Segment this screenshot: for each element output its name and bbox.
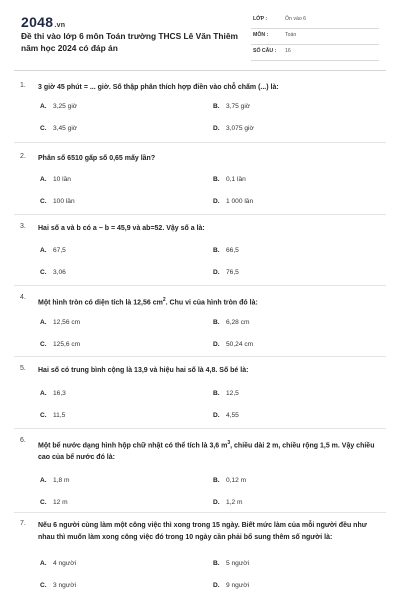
option-text: 5 người <box>226 560 250 567</box>
option-text: 1 000 lần <box>226 198 254 205</box>
question-separator <box>14 214 386 215</box>
question-separator <box>14 356 386 357</box>
option-text: 66,5 <box>226 247 239 254</box>
option-text: 0,1 lần <box>226 176 246 183</box>
option-d[interactable] <box>213 269 239 276</box>
option-a[interactable] <box>40 560 76 567</box>
option-text: 100 lần <box>53 198 75 205</box>
option-text: 50,24 cm <box>226 341 254 348</box>
option-letter: A. <box>40 247 47 254</box>
question-separator <box>14 428 386 429</box>
option-letter: A. <box>40 319 47 326</box>
option-b[interactable] <box>213 319 249 326</box>
site-logo[interactable] <box>21 14 65 30</box>
document-header <box>0 0 400 66</box>
meta-value: Toán <box>285 32 297 38</box>
option-letter: C. <box>40 412 47 419</box>
question-separator <box>14 512 386 513</box>
option-letter: B. <box>213 319 220 326</box>
option-b[interactable] <box>213 390 239 397</box>
option-b[interactable] <box>213 103 250 110</box>
option-text: 1,2 m <box>226 499 243 506</box>
question-number: 7. <box>20 520 26 527</box>
option-text: 3,075 giờ <box>226 125 254 132</box>
option-text: 10 lần <box>53 176 71 183</box>
option-letter: A. <box>40 477 47 484</box>
option-c[interactable] <box>40 125 77 132</box>
option-text: 9 người <box>226 582 250 589</box>
option-c[interactable] <box>40 341 80 348</box>
option-letter: C. <box>40 341 47 348</box>
question-text-part: Một bể nước dạng hình hộp chữ nhật có thể tích là 3,6 m <box>38 442 228 450</box>
header-divider <box>14 70 386 71</box>
option-a[interactable] <box>40 103 77 110</box>
option-letter: C. <box>40 269 47 276</box>
option-letter: C. <box>40 582 47 589</box>
option-a[interactable] <box>40 247 66 254</box>
option-b[interactable] <box>213 176 246 183</box>
question-text: 3 giờ 45 phút = ... giờ. Số thập phân thích hợp điền vào chỗ chấm (...) là: <box>38 84 279 91</box>
question-number: 6. <box>20 437 26 444</box>
option-text: 3,06 <box>53 269 66 276</box>
meta-row-subject <box>251 29 379 45</box>
meta-key: MÔN : <box>253 32 269 38</box>
question-number: 1. <box>20 82 26 89</box>
option-c[interactable] <box>40 198 75 205</box>
option-text: 3,25 giờ <box>53 103 78 110</box>
option-c[interactable] <box>40 412 65 419</box>
option-letter: A. <box>40 103 47 110</box>
option-text: 125,6 cm <box>53 341 81 348</box>
option-a[interactable] <box>40 319 80 326</box>
meta-value: Ôn vào 6 <box>285 16 307 22</box>
option-c[interactable] <box>40 269 66 276</box>
option-b[interactable] <box>213 477 246 484</box>
option-letter: A. <box>40 176 47 183</box>
option-a[interactable] <box>40 176 71 183</box>
option-text: 1,8 m <box>53 477 70 484</box>
option-letter: B. <box>213 560 220 567</box>
option-d[interactable] <box>213 499 243 506</box>
question-separator <box>14 285 386 286</box>
option-letter: B. <box>213 477 220 484</box>
meta-value: 16 <box>285 48 291 54</box>
logo-main: 2048 <box>21 14 54 30</box>
option-letter: C. <box>40 125 47 132</box>
option-letter: D. <box>213 269 220 276</box>
option-letter: B. <box>213 247 220 254</box>
option-d[interactable] <box>213 198 253 205</box>
option-a[interactable] <box>40 390 66 397</box>
option-letter: D. <box>213 499 220 506</box>
question-text: Nếu 6 người cùng làm một công việc thì xong trong 15 ngày. Biết mức làm của mỗi người đều như nhau thì muốn làm xong công việc đó trong 10 ngày cần phải bổ sung thêm số người là: <box>38 522 367 541</box>
option-text: 6,28 cm <box>226 319 250 326</box>
option-text: 3,75 giờ <box>226 103 251 110</box>
option-letter: A. <box>40 560 47 567</box>
option-d[interactable] <box>213 341 253 348</box>
option-letter: B. <box>213 176 220 183</box>
meta-key: LỚP : <box>253 16 268 22</box>
option-letter: D. <box>213 412 220 419</box>
meta-row-class <box>251 13 379 29</box>
meta-row-count <box>251 45 379 61</box>
option-d[interactable] <box>213 582 249 589</box>
option-letter: D. <box>213 582 220 589</box>
meta-key: SỐ CÂU : <box>253 48 277 54</box>
question-separator <box>14 142 386 143</box>
option-letter: C. <box>40 499 47 506</box>
question-text-part: Một hình tròn có diện tích là 12,56 cm <box>38 299 163 307</box>
question-number: 5. <box>20 365 26 372</box>
question-number: 4. <box>20 294 26 301</box>
option-text: 4 người <box>53 560 77 567</box>
option-text: 12,56 cm <box>53 319 81 326</box>
option-text: 0,12 m <box>226 477 247 484</box>
question-text-part: , chiều dài 2 m, chiều rộng 1,5 m. Vậy chiều cao của bể nước đó là: <box>38 442 375 462</box>
option-letter: D. <box>213 341 220 348</box>
question-text <box>38 294 378 309</box>
option-text: 4,55 <box>226 412 239 419</box>
option-b[interactable] <box>213 247 239 254</box>
option-letter: C. <box>40 198 47 205</box>
question-text: Hai số có trung bình cộng là 13,9 và hiệu hai số là 4,8. Số bé là: <box>38 367 249 374</box>
question-text <box>38 437 378 464</box>
question-number: 2. <box>20 153 26 160</box>
option-text: 67,5 <box>53 247 66 254</box>
option-c[interactable] <box>40 582 76 589</box>
superscript: 3 <box>227 440 231 446</box>
option-d[interactable] <box>213 412 239 419</box>
option-text: 11,5 <box>53 412 66 419</box>
option-text: 16,3 <box>53 390 66 397</box>
option-d[interactable] <box>213 125 254 132</box>
option-b[interactable] <box>213 560 249 567</box>
option-letter: B. <box>213 390 220 397</box>
document-title: Đề thi vào lớp 6 môn Toán trường THCS Lê Văn Thiêm năm học 2024 có đáp án <box>21 31 238 53</box>
option-text: 76,5 <box>226 269 239 276</box>
option-c[interactable] <box>40 499 68 506</box>
option-letter: D. <box>213 198 220 205</box>
option-letter: A. <box>40 390 47 397</box>
question-text-part: . Chu vi của hình tròn đó là: <box>165 299 258 307</box>
meta-panel <box>251 13 379 61</box>
superscript: 2 <box>162 297 166 303</box>
question-text: Hai số a và b có a − b = 45,9 và ab=52. Vậy số a là: <box>38 225 205 232</box>
logo-suffix: .vn <box>54 22 66 29</box>
option-text: 12 m <box>53 499 68 506</box>
option-letter: D. <box>213 125 220 132</box>
option-text: 3 người <box>53 582 77 589</box>
option-text: 3,45 giờ <box>53 125 78 132</box>
option-letter: B. <box>213 103 220 110</box>
option-a[interactable] <box>40 477 70 484</box>
question-number: 3. <box>20 223 26 230</box>
option-text: 12,5 <box>226 390 239 397</box>
question-text: Phân số 6510 gấp số 0,65 mấy lần? <box>38 155 156 162</box>
